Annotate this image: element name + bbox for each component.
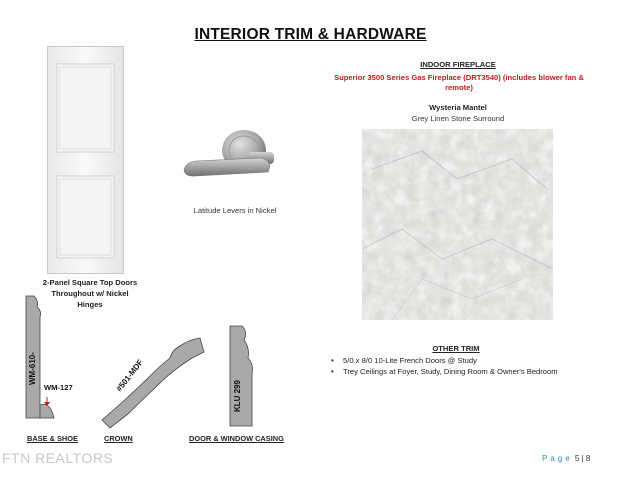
crown-caption: CROWN [104, 434, 133, 443]
casing-profile-label: KLU 299 [233, 379, 242, 412]
door-caption: 2-Panel Square Top Doors Throughout w/ Nickel Hinges [42, 278, 138, 309]
page-current: 5 [574, 454, 580, 463]
casing-profile-image [222, 324, 262, 430]
base-shoe-profile-image [22, 293, 66, 429]
surround-name: Grey Linen Stone Surround [411, 114, 505, 123]
door-image [47, 46, 124, 274]
stone-swatch-image [362, 129, 553, 320]
crown-profile-image [100, 330, 210, 430]
other-trim-list [331, 355, 558, 377]
crown-profile-label: #501-MDF [114, 357, 145, 394]
base-shoe-caption: BASE & SHOE [27, 434, 78, 443]
page-number [542, 454, 590, 463]
base-profile-label: WM-610- [28, 352, 37, 385]
page-total: 8 [585, 454, 591, 463]
shoe-profile-label: WM-127 [44, 383, 73, 392]
lever-handle-image [178, 128, 286, 188]
casing-caption: DOOR & WINDOW CASING [189, 434, 284, 443]
page-label: Page [542, 454, 573, 463]
other-trim-heading: OTHER TRIM [432, 344, 480, 353]
list-item: • Trey Ceilings at Foyer, Study, Dining Room & Owner's Bedroom [331, 366, 558, 377]
page-separator: | [579, 454, 586, 463]
fireplace-model: Superior 3500 Series Gas Fireplace (DRT3540) (includes blower fan & remote) [334, 73, 584, 92]
company-logo: FTN REALTORS [2, 450, 114, 466]
mantel-name: Wysteria Mantel [429, 103, 487, 112]
list-item: • 5/0 x 8/0 10-Lite French Doors @ Study [331, 355, 558, 366]
lever-caption: Latitude Levers in Nickel [193, 206, 277, 215]
fireplace-heading: INDOOR FIREPLACE [420, 60, 496, 69]
page-title: INTERIOR TRIM & HARDWARE [194, 26, 427, 43]
